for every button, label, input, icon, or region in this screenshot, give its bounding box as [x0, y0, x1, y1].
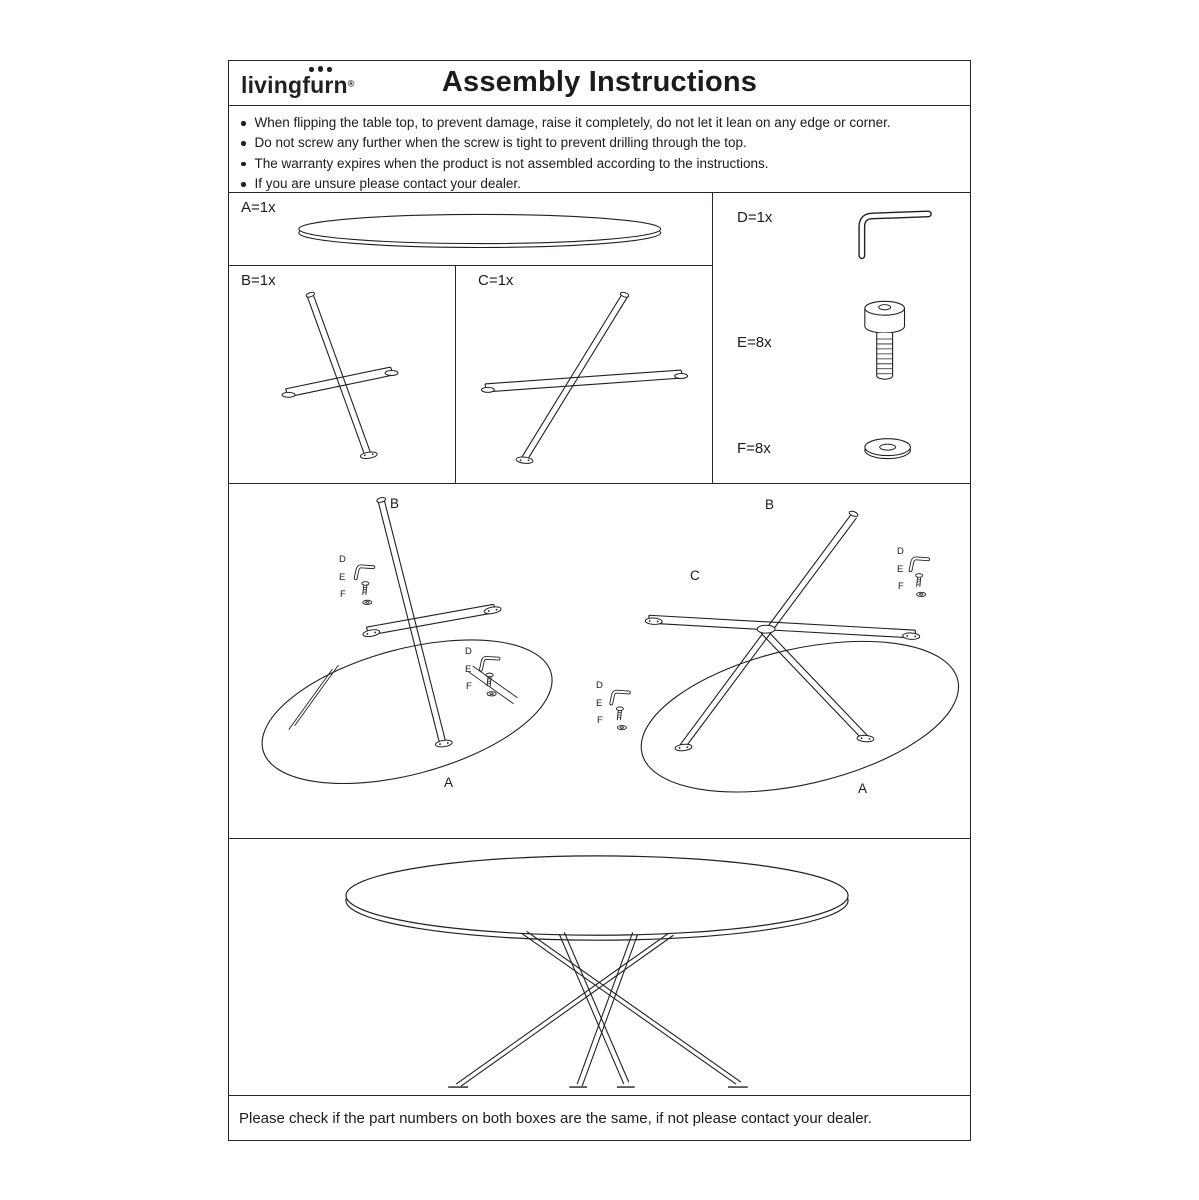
label-part-b: B	[390, 496, 400, 511]
label-part-a: A	[444, 775, 454, 790]
parts-overview	[228, 192, 971, 484]
assembled-table-illustration	[229, 839, 970, 1095]
bolt-icon	[362, 582, 369, 595]
cross-frame-c-illustration	[456, 266, 712, 483]
part-b-box	[228, 265, 456, 484]
mounting-plate-icon	[362, 629, 380, 638]
label-part-d: D	[339, 554, 346, 565]
bolt-icon	[616, 707, 623, 720]
label-part-a: A	[858, 781, 868, 796]
warning-item	[240, 133, 958, 153]
bullet-icon	[241, 162, 246, 167]
allen-key-icon	[862, 214, 928, 256]
part-c-label: C=1x	[478, 272, 514, 289]
bullet-icon	[241, 141, 246, 146]
table-top-illustration	[229, 193, 712, 265]
page-title: Assembly Instructions	[441, 66, 758, 98]
label-part-f: F	[597, 715, 603, 726]
logo-text: livingfurn	[241, 72, 348, 98]
bolt-icon	[865, 301, 905, 379]
label-part-f: F	[340, 589, 346, 600]
label-part-c: C	[690, 568, 700, 583]
registered-trademark: ®	[347, 78, 355, 89]
mounting-plate-icon	[903, 633, 920, 640]
assembly-steps	[228, 483, 971, 839]
label-part-f: F	[466, 681, 472, 692]
part-d-label: D=1x	[737, 209, 773, 226]
part-e-label: E=8x	[737, 334, 772, 351]
mounting-plate-icon	[484, 606, 502, 615]
label-part-e: E	[465, 664, 472, 675]
part-f-label: F=8x	[737, 440, 771, 457]
label-part-d: D	[596, 680, 603, 691]
part-c-box	[455, 265, 713, 484]
label-part-e: E	[897, 564, 904, 575]
step1-illustration	[247, 497, 568, 811]
mounting-plate-icon	[645, 618, 662, 625]
washer-icon	[617, 726, 626, 730]
washer-icon	[865, 439, 911, 459]
bullet-icon	[241, 121, 246, 126]
warning-item	[240, 113, 958, 133]
warning-item	[240, 154, 958, 174]
label-part-e: E	[596, 698, 603, 709]
label-part-e: E	[339, 572, 346, 583]
header	[228, 60, 971, 106]
assembled-table	[228, 838, 971, 1096]
step2-illustration	[611, 510, 970, 819]
bolt-icon	[916, 574, 923, 587]
warning-text: Do not screw any further when the screw is tight to prevent drilling through the top.	[254, 135, 747, 151]
allen-key-icon	[911, 556, 929, 573]
bullet-icon	[241, 182, 246, 187]
label-part-d: D	[465, 646, 472, 657]
warning-text: If you are unsure please contact your dealer.	[254, 176, 521, 192]
label-part-f: F	[898, 581, 904, 592]
warnings-box	[228, 105, 971, 193]
washer-icon	[917, 592, 926, 596]
warning-list	[229, 106, 970, 195]
washer-icon	[363, 600, 372, 604]
document	[228, 60, 971, 1141]
warning-text: When flipping the table top, to prevent damage, raise it completely, do not let it lean on any edge or corner.	[254, 115, 891, 130]
part-b-label: B=1x	[241, 272, 276, 289]
warning-text: The warranty expires when the product is not assembled according to the instructions.	[254, 155, 769, 171]
footer-note: Please check if the part numbers on both boxes are the same, if not please contact your dealer.	[239, 1109, 872, 1127]
leg-frame-b-illustration	[229, 266, 455, 483]
allen-key-icon	[356, 564, 374, 581]
hardware-box	[712, 192, 971, 484]
label-part-d: D	[897, 546, 904, 557]
footer-note-box	[228, 1095, 971, 1141]
part-a-label: A=1x	[241, 199, 276, 216]
part-a-box	[228, 192, 713, 266]
label-part-b: B	[765, 497, 775, 512]
allen-key-icon	[611, 689, 629, 706]
